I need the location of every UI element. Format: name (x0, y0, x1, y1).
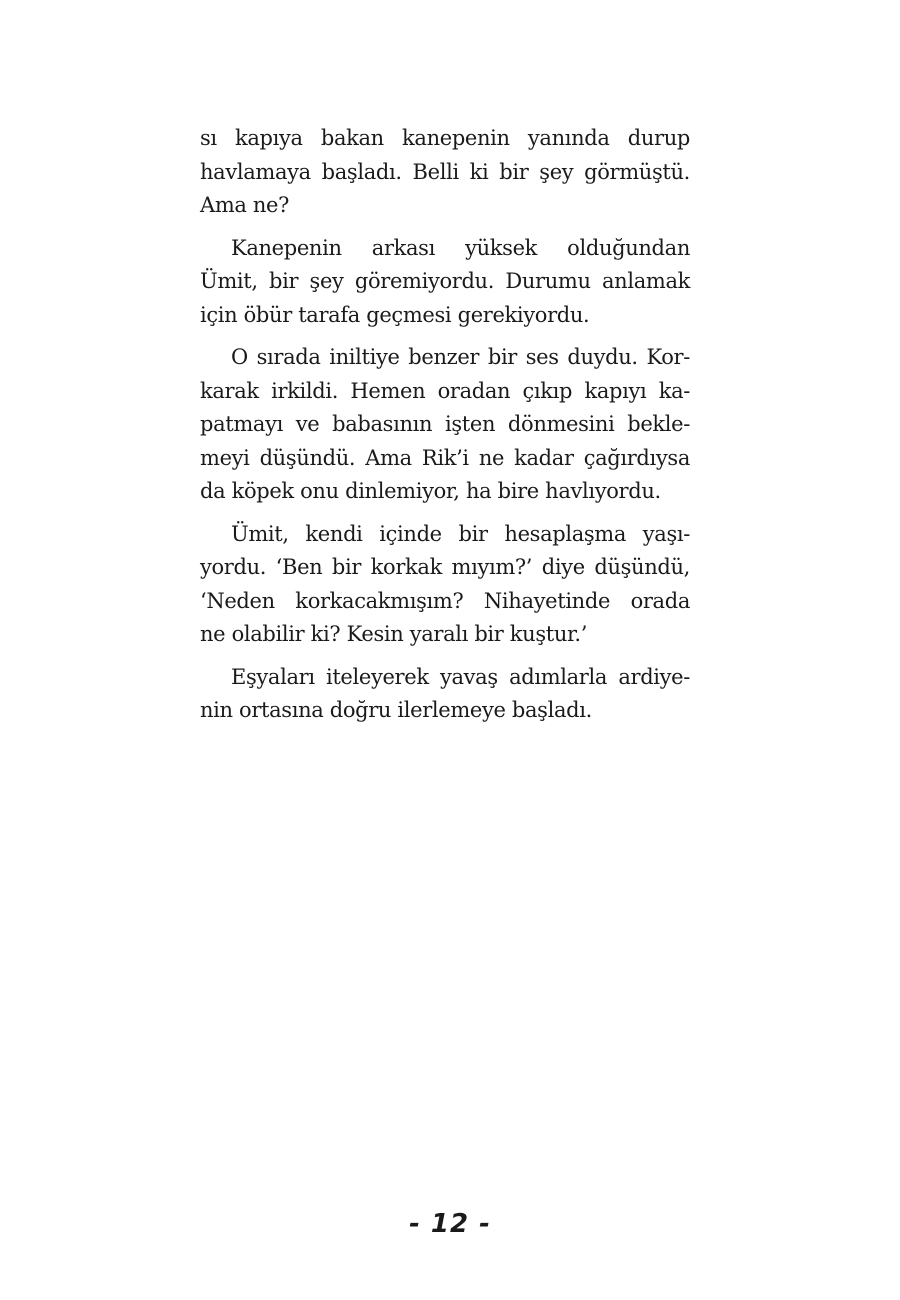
text-line: da köpek onu dinlemiyor, ha bire havlıyordu. (200, 479, 661, 503)
text-line: meyi düşündü. Ama Rik’i ne kadar çağırdıysa (200, 445, 690, 470)
text-line: ne olabilir ki? Kesin yaralı bir kuştur.’ (200, 622, 588, 646)
text-line: Ama ne? (200, 193, 290, 217)
text-line: sı kapıya bakan kanepenin yanında durup (200, 126, 690, 150)
text-line: ‘Neden korkacakmışım? Nihayetinde orada (200, 588, 690, 613)
text-line: Eşyaları iteleyerek yavaş adımlarla ardiye- (231, 664, 690, 689)
text-line: karak irkildi. Hemen oradan çıkıp kapıyı ka- (200, 378, 690, 403)
text-line: Ümit, kendi içinde bir hesaplaşma yaşı- (231, 521, 690, 546)
paragraph (200, 341, 690, 509)
paragraph (200, 518, 690, 652)
paragraph (200, 661, 690, 728)
text-line: nin ortasına doğru ilerlemeye başladı. (200, 698, 592, 722)
text-line: O sırada iniltiye benzer bir ses duydu. Kor- (231, 345, 690, 369)
page-number: - 12 - (409, 1209, 491, 1239)
text-line: havlamaya başladı. Belli ki bir şey görmüştü. (200, 159, 690, 184)
text-line: Kanepenin arkası yüksek olduğundan (231, 235, 690, 260)
text-line: patmayı ve babasının işten dönmesini bekle- (200, 412, 690, 436)
text-line: Ümit, bir şey göremiyordu. Durumu anlamak (200, 269, 690, 293)
text-line: yordu. ‘Ben bir korkak mıyım?’ diye düşündü, (200, 555, 690, 579)
text-line: için öbür tarafa geçmesi gerekiyordu. (200, 302, 590, 327)
paragraph (200, 232, 690, 333)
body-text (200, 122, 690, 737)
paragraph (200, 122, 690, 223)
